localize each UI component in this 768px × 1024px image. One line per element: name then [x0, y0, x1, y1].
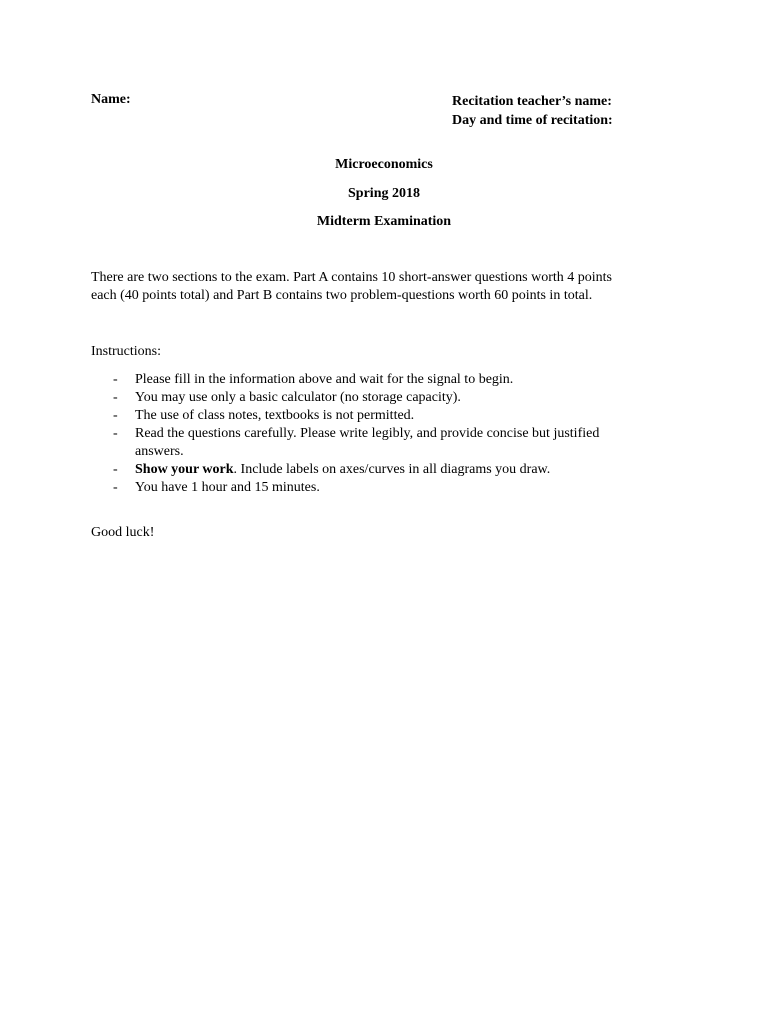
list-bullet: -: [113, 426, 118, 441]
instruction-text: You may use only a basic calculator (no storage capacity).: [135, 390, 461, 405]
instruction-text: Please fill in the information above and wait for the signal to begin.: [135, 372, 514, 387]
instruction-item: [91, 461, 691, 479]
instruction-text: You have 1 hour and 15 minutes.: [135, 480, 320, 495]
instruction-text-continued: answers.: [135, 444, 184, 459]
name-label: Name:: [91, 92, 131, 107]
course-title: Microeconomics: [335, 157, 433, 172]
intro-line-2: each (40 points total) and Part B contains two problem-questions worth 60 points in total.: [91, 288, 593, 303]
list-bullet: -: [113, 408, 118, 423]
instruction-text: Read the questions carefully. Please write legibly, and provide concise but justified: [135, 426, 600, 441]
recitation-info: [452, 92, 613, 130]
recitation-teacher-label: Recitation teacher’s name:: [452, 94, 612, 109]
list-bullet: -: [113, 372, 118, 387]
exam-intro: [91, 269, 691, 305]
instruction-item: [91, 425, 691, 461]
closing-text: Good luck!: [91, 525, 155, 540]
exam-term: Spring 2018: [348, 186, 420, 201]
intro-line-1: There are two sections to the exam. Part A contains 10 short-answer questions worth 4 points: [91, 270, 613, 285]
instruction-item: [91, 371, 691, 389]
list-bullet: -: [113, 462, 118, 477]
instructions-heading: Instructions:: [91, 344, 161, 359]
instruction-text: The use of class notes, textbooks is not permitted.: [135, 408, 415, 423]
instruction-item: [91, 389, 691, 407]
list-bullet: -: [113, 480, 118, 495]
instructions-list: [91, 371, 691, 497]
exam-title: Midterm Examination: [316, 214, 452, 229]
instruction-text: . Include labels on axes/curves in all diagrams you draw.: [233, 462, 551, 477]
instruction-emphasis: Show your work: [135, 462, 234, 477]
recitation-time-label: Day and time of recitation:: [452, 113, 613, 128]
instruction-item: [91, 479, 691, 497]
instruction-item: [91, 407, 691, 425]
list-bullet: -: [113, 390, 118, 405]
